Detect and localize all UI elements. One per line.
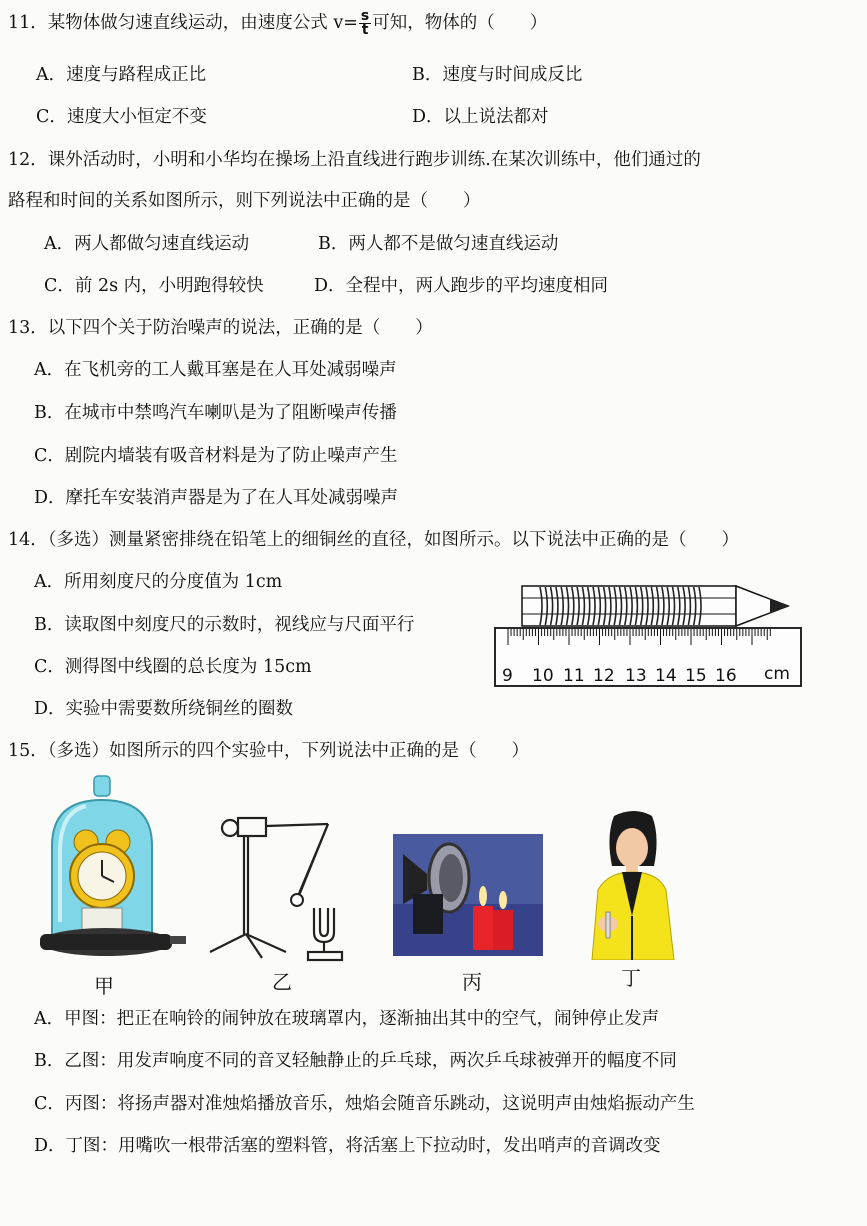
q15-option-b[interactable]: B．乙图：用发声响度不同的音叉轻触静止的乒乓球，两次乒乓球被弹开的幅度不同 (34, 1051, 677, 1071)
q15-option-a[interactable]: A．甲图：把正在响铃的闹钟放在玻璃罩内，逐渐抽出其中的空气，闹钟停止发声 (34, 1009, 660, 1029)
pencil-icon (522, 586, 788, 626)
q14-stem: 14．（多选）测量紧密排绕在铅笔上的细铜丝的直径，如图所示。以下说法中正确的是（ ） (8, 530, 740, 550)
q13-option-c[interactable]: C．剧院内墙装有吸音材料是为了防止噪声产生 (34, 446, 398, 466)
q12-option-c[interactable]: C．前 2s 内，小明跑得较快 (44, 276, 264, 296)
q14-option-b[interactable]: B．读取图中刻度尺的示数时，视线应与尺面平行 (34, 615, 415, 635)
q11-stem-after: 可知，物体的（ ） (372, 13, 548, 33)
q11-option-a[interactable]: A．速度与路程成正比 (36, 65, 207, 85)
q11-option-b[interactable]: B．速度与时间成反比 (412, 65, 583, 85)
ruler-tick-10: 10 (532, 666, 554, 686)
q12-option-a[interactable]: A．两人都做匀速直线运动 (44, 234, 250, 254)
caption-ding: 丁 (621, 966, 641, 990)
q14-option-a[interactable]: A．所用刻度尺的分度值为 1cm (34, 572, 283, 592)
q11-option-d[interactable]: D．以上说法都对 (412, 107, 549, 127)
speaker-candle-icon (393, 834, 543, 956)
ruler-tick-14: 14 (655, 666, 677, 686)
ruler-tick-16: 16 (715, 666, 737, 686)
q14-option-d[interactable]: D．实验中需要数所绕铜丝的圈数 (34, 699, 294, 719)
q15-option-c[interactable]: C．丙图：将扬声器对准烛焰播放音乐，烛焰会随音乐跳动，这说明声由烛焰振动产生 (34, 1094, 695, 1114)
q12-stem-line2: 路程和时间的关系如图所示，则下列说法中正确的是（ ） (8, 191, 481, 211)
pencil-ruler-figure (492, 578, 804, 690)
girl-whistle-icon (578, 806, 686, 960)
q12-option-d[interactable]: D．全程中，两人跑步的平均速度相同 (314, 276, 609, 296)
formula-numerator: s (360, 8, 370, 24)
tuning-fork-pendulum-icon (200, 806, 350, 964)
q11-stem (8, 10, 547, 37)
ruler-tick-15: 15 (685, 666, 707, 686)
q14-option-c[interactable]: C．测得图中线圈的总长度为 15cm (34, 657, 312, 677)
ruler-tick-13: 13 (625, 666, 647, 686)
ruler-tick-11: 11 (563, 666, 585, 686)
speed-formula (359, 10, 371, 37)
q11-stem-before: 11．某物体做匀速直线运动，由速度公式 v= (8, 13, 358, 33)
q13-option-a[interactable]: A．在飞机旁的工人戴耳塞是在人耳处减弱噪声 (34, 360, 397, 380)
q12-option-b[interactable]: B．两人都不是做匀速直线运动 (318, 234, 559, 254)
formula-denominator: t (361, 22, 369, 38)
q15-option-d[interactable]: D．丁图：用嘴吹一根带活塞的塑料管，将活塞上下拉动时，发出哨声的音调改变 (34, 1136, 661, 1156)
q13-stem: 13．以下四个关于防治噪声的说法，正确的是（ ） (8, 318, 433, 338)
caption-yi: 乙 (272, 970, 292, 994)
caption-bing: 丙 (462, 970, 482, 994)
ruler-unit: cm (764, 664, 790, 684)
q13-option-b[interactable]: B．在城市中禁鸣汽车喇叭是为了阻断噪声传播 (34, 403, 397, 423)
q12-stem-line1: 12．课外活动时，小明和小华均在操场上沿直线进行跑步训练.在某次训练中，他们通过的 (8, 150, 701, 170)
q15-stem: 15．（多选）如图所示的四个实验中，下列说法中正确的是（ ） (8, 741, 530, 761)
q13-option-d[interactable]: D．摩托车安装消声器是为了在人耳处减弱噪声 (34, 488, 399, 508)
ruler-tick-12: 12 (593, 666, 615, 686)
q11-option-c[interactable]: C．速度大小恒定不变 (36, 107, 207, 127)
ruler-icon (495, 628, 801, 686)
bell-jar-clock-icon (36, 772, 188, 968)
caption-jia: 甲 (94, 974, 114, 998)
ruler-tick-9: 9 (502, 666, 513, 686)
